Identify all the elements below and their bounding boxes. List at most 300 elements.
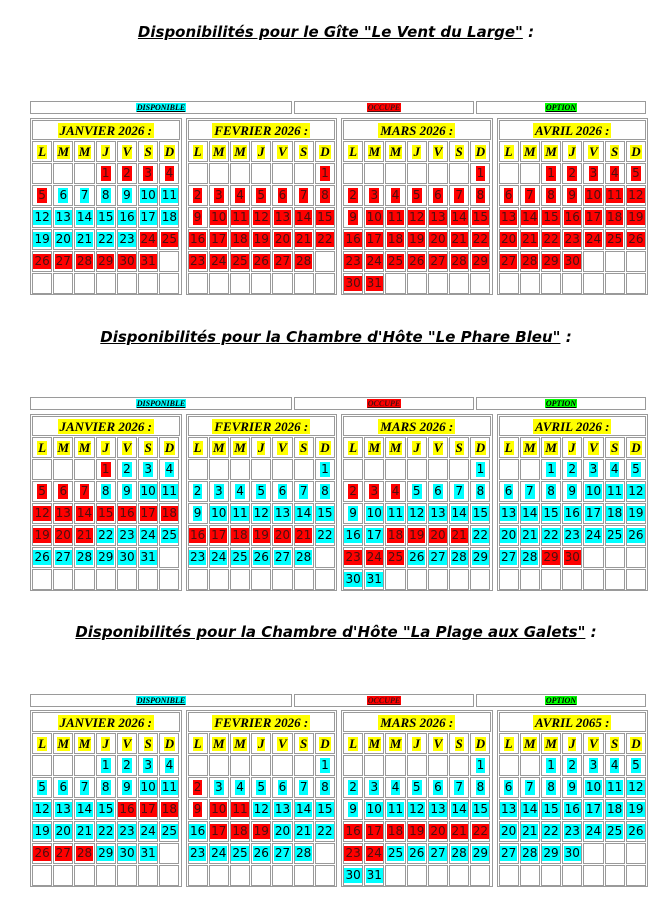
day-cell-occupied: [541, 163, 561, 184]
day-cell-occupied: [364, 547, 384, 568]
day-cell-occupied: [188, 777, 208, 798]
day-number: 24: [140, 528, 156, 542]
day-grid: [188, 733, 336, 886]
day-cell-available: [343, 525, 363, 546]
day-cell-empty: [209, 755, 229, 776]
day-cell-empty: [364, 755, 384, 776]
day-cell-occupied: [188, 185, 208, 206]
weekday-header: [470, 141, 490, 162]
day-cell-available: [32, 229, 52, 250]
weekday-label: S: [611, 143, 619, 159]
day-number: 25: [161, 528, 178, 542]
day-number: 20: [500, 824, 517, 838]
day-cell-occupied: [53, 503, 73, 524]
day-cell-empty: [428, 755, 448, 776]
day-cell-available: [562, 777, 582, 798]
day-cell-occupied: [428, 525, 448, 546]
day-cell-available: [117, 547, 137, 568]
day-number: 3: [589, 462, 598, 476]
section-title: [0, 22, 672, 42]
weekday-label: L: [193, 735, 202, 751]
day-cell-available: [138, 525, 158, 546]
day-cell-available: [96, 821, 116, 842]
day-cell-empty: [230, 459, 250, 480]
day-number: 28: [451, 254, 467, 268]
day-number: 17: [585, 210, 602, 224]
day-number: 20: [500, 232, 517, 246]
weekday-label: V: [433, 735, 443, 751]
day-cell-empty: [188, 459, 208, 480]
day-cell-available: [315, 459, 335, 480]
weekday-header: [74, 141, 94, 162]
day-cell-empty: [251, 459, 271, 480]
day-cell-occupied: [209, 185, 229, 206]
day-cell-occupied: [343, 481, 363, 502]
day-cell-available: [449, 799, 469, 820]
day-cell-available: [605, 799, 625, 820]
day-cell-occupied: [272, 207, 292, 228]
day-cell-empty: [159, 843, 179, 864]
month-label: AVRIL 2026 :: [535, 418, 610, 434]
day-cell-occupied: [343, 207, 363, 228]
day-cell-available: [138, 755, 158, 776]
day-number: 31: [140, 550, 156, 564]
weekday-label: M: [545, 735, 557, 751]
day-number: 4: [610, 166, 619, 180]
weekday-label: M: [389, 439, 402, 455]
day-number: 8: [476, 188, 485, 202]
day-cell-occupied: [520, 207, 540, 228]
day-cell-empty: [520, 755, 540, 776]
day-cell-occupied: [449, 207, 469, 228]
day-cell-available: [520, 481, 540, 502]
month-march: [341, 118, 493, 295]
day-cell-available: [96, 547, 116, 568]
day-cell-available: [53, 207, 73, 228]
day-number: 3: [214, 188, 223, 202]
day-cell-occupied: [385, 251, 405, 272]
day-number: 1: [101, 166, 110, 180]
day-number: 4: [236, 188, 244, 202]
day-number: 11: [607, 188, 623, 202]
day-cell-available: [520, 799, 540, 820]
day-number: 16: [564, 802, 580, 816]
day-cell-occupied: [364, 821, 384, 842]
legend-occupied: [294, 694, 474, 707]
day-number: 4: [391, 188, 400, 202]
day-number: 9: [193, 802, 202, 816]
day-cell-available: [626, 821, 646, 842]
day-grid: [499, 141, 647, 294]
day-cell-empty: [138, 569, 158, 590]
day-cell-available: [541, 481, 561, 502]
day-cell-empty: [626, 843, 646, 864]
month-february: [186, 710, 338, 887]
day-number: 28: [76, 254, 93, 268]
day-cell-available: [541, 843, 561, 864]
weekday-header: [159, 141, 179, 162]
day-cell-available: [53, 777, 73, 798]
day-number: 20: [500, 528, 517, 542]
day-number: 27: [430, 550, 446, 564]
day-number: 4: [165, 462, 174, 476]
day-cell-occupied: [407, 525, 427, 546]
day-number: 30: [345, 572, 361, 586]
day-number: 7: [299, 780, 308, 794]
day-number: 2: [123, 462, 131, 476]
day-number: 12: [34, 802, 50, 816]
weekday-label: L: [193, 143, 202, 159]
weekday-header: [188, 141, 208, 162]
day-cell-empty: [251, 865, 271, 886]
day-cell-occupied: [230, 185, 250, 206]
weekday-label: J: [568, 439, 576, 455]
day-cell-occupied: [230, 207, 250, 228]
day-cell-occupied: [117, 251, 137, 272]
weekday-header: [74, 437, 94, 458]
day-number: 13: [274, 210, 291, 224]
day-cell-empty: [188, 755, 208, 776]
day-cell-empty: [626, 273, 646, 294]
day-number: 13: [500, 802, 517, 816]
day-number: 26: [253, 846, 269, 860]
weekday-label: L: [349, 143, 358, 159]
day-number: 3: [589, 758, 598, 772]
month-label: FEVRIER 2026 :: [214, 714, 309, 730]
weekday-label: D: [631, 735, 641, 751]
weekday-label: J: [413, 735, 420, 751]
day-number: 18: [607, 210, 623, 224]
day-number: 24: [366, 254, 382, 268]
weekday-label: S: [455, 735, 463, 751]
weekday-header: [159, 733, 179, 754]
month-header: [32, 712, 180, 732]
weekday-label: D: [320, 143, 330, 159]
day-cell-available: [428, 777, 448, 798]
day-number: 17: [140, 802, 156, 816]
day-cell-occupied: [583, 207, 603, 228]
day-cell-occupied: [159, 163, 179, 184]
day-cell-available: [364, 777, 384, 798]
day-cell-occupied: [605, 185, 625, 206]
day-cell-occupied: [188, 229, 208, 250]
day-cell-empty: [294, 459, 314, 480]
day-cell-empty: [315, 251, 335, 272]
day-cell-available: [470, 799, 490, 820]
day-cell-empty: [315, 273, 335, 294]
day-cell-occupied: [541, 251, 561, 272]
day-cell-available: [562, 755, 582, 776]
day-cell-available: [230, 547, 250, 568]
day-cell-empty: [626, 865, 646, 886]
day-grid: [188, 437, 336, 590]
day-number: 3: [144, 462, 152, 476]
day-cell-empty: [605, 547, 625, 568]
day-number: 20: [430, 528, 446, 542]
day-number: 5: [257, 484, 266, 498]
day-number: 8: [547, 484, 555, 498]
day-cell-available: [53, 547, 73, 568]
day-cell-available: [138, 481, 158, 502]
day-cell-empty: [53, 459, 73, 480]
weekday-label: V: [589, 439, 598, 455]
day-cell-occupied: [272, 525, 292, 546]
weekday-label: M: [368, 143, 381, 159]
day-cell-occupied: [407, 821, 427, 842]
day-cell-available: [407, 799, 427, 820]
day-cell-occupied: [53, 481, 73, 502]
day-cell-available: [251, 799, 271, 820]
weekday-header: [499, 437, 519, 458]
weekday-label: M: [234, 143, 246, 159]
day-number: 1: [476, 758, 485, 772]
day-number: 14: [296, 210, 312, 224]
weekday-header: [74, 733, 94, 754]
weekday-header: [251, 141, 271, 162]
day-cell-empty: [294, 865, 314, 886]
day-cell-occupied: [470, 251, 490, 272]
day-cell-occupied: [138, 163, 158, 184]
day-cell-available: [294, 777, 314, 798]
day-cell-available: [407, 843, 427, 864]
weekday-label: J: [568, 143, 576, 159]
day-cell-empty: [562, 865, 582, 886]
day-number: 25: [232, 254, 248, 268]
weekday-header: [562, 733, 582, 754]
day-cell-occupied: [272, 251, 292, 272]
weekday-label: M: [78, 439, 91, 455]
day-number: 12: [409, 210, 425, 224]
day-cell-available: [449, 843, 469, 864]
day-number: 15: [98, 506, 114, 520]
day-cell-occupied: [385, 207, 405, 228]
day-number: 29: [472, 550, 489, 564]
day-number: 28: [76, 550, 93, 564]
day-number: 21: [76, 824, 93, 838]
day-number: 30: [345, 868, 361, 882]
day-cell-available: [343, 503, 363, 524]
day-cell-available: [499, 799, 519, 820]
weekday-header: [499, 733, 519, 754]
day-cell-available: [470, 481, 490, 502]
day-cell-occupied: [96, 503, 116, 524]
day-cell-available: [117, 185, 137, 206]
day-number: 19: [628, 802, 644, 816]
weekday-label: J: [257, 143, 265, 159]
day-number: 10: [366, 506, 382, 520]
weekday-header: [583, 437, 603, 458]
day-cell-empty: [32, 273, 52, 294]
day-cell-empty: [209, 569, 229, 590]
weekday-label: V: [278, 735, 287, 751]
day-number: 20: [430, 232, 446, 246]
day-number: 25: [607, 824, 623, 838]
day-number: 17: [140, 506, 156, 520]
day-number: 12: [628, 780, 644, 794]
day-number: 15: [317, 210, 333, 224]
day-cell-empty: [188, 865, 208, 886]
day-number: 13: [500, 210, 517, 224]
day-cell-occupied: [520, 185, 540, 206]
day-number: 29: [543, 846, 559, 860]
day-cell-available: [343, 569, 363, 590]
day-cell-available: [499, 503, 519, 524]
day-number: 5: [412, 780, 421, 794]
day-cell-empty: [343, 459, 363, 480]
day-number: 5: [412, 188, 421, 202]
day-number: 13: [55, 802, 71, 816]
day-number: 10: [585, 188, 602, 202]
day-number: 23: [189, 550, 206, 564]
weekday-label: S: [144, 143, 152, 159]
day-cell-available: [96, 207, 116, 228]
day-cell-occupied: [32, 185, 52, 206]
weekday-label: D: [475, 735, 486, 751]
day-number: 1: [321, 166, 329, 180]
day-cell-available: [470, 755, 490, 776]
day-grid: [343, 141, 491, 294]
day-number: 3: [144, 758, 152, 772]
day-cell-available: [272, 481, 292, 502]
day-number: 12: [409, 506, 425, 520]
day-cell-empty: [385, 569, 405, 590]
month-january: [30, 710, 182, 887]
day-cell-occupied: [209, 251, 229, 272]
day-cell-occupied: [117, 163, 137, 184]
day-number: 18: [387, 232, 404, 246]
day-cell-occupied: [541, 207, 561, 228]
day-number: 12: [253, 210, 269, 224]
weekday-header: [449, 733, 469, 754]
weekday-header: [449, 141, 469, 162]
weekday-label: V: [589, 143, 598, 159]
weekday-header: [315, 141, 335, 162]
weekday-label: S: [455, 143, 463, 159]
day-cell-empty: [583, 251, 603, 272]
day-cell-empty: [605, 273, 625, 294]
day-cell-occupied: [449, 185, 469, 206]
month-header: [32, 120, 180, 140]
day-cell-available: [520, 843, 540, 864]
day-cell-available: [209, 777, 229, 798]
day-cell-occupied: [251, 229, 271, 250]
day-number: 15: [543, 506, 559, 520]
weekday-header: [407, 437, 427, 458]
day-number: 18: [161, 802, 178, 816]
day-cell-available: [364, 569, 384, 590]
weekday-header: [605, 437, 625, 458]
weekday-label: S: [455, 439, 463, 455]
day-cell-occupied: [209, 207, 229, 228]
day-number: 17: [211, 824, 227, 838]
day-number: 29: [543, 550, 559, 564]
section-title-text: Disponibilités pour la Chambre d'Hôte "La Plage aux Galets": [75, 623, 586, 641]
day-number: 19: [409, 232, 425, 246]
day-cell-empty: [499, 865, 519, 886]
day-cell-available: [230, 481, 250, 502]
day-cell-available: [138, 459, 158, 480]
day-number: 6: [504, 484, 513, 498]
day-number: 5: [632, 462, 640, 476]
day-cell-available: [583, 481, 603, 502]
weekday-label: S: [144, 735, 152, 751]
day-cell-empty: [138, 273, 158, 294]
day-cell-available: [96, 843, 116, 864]
day-cell-empty: [159, 865, 179, 886]
day-cell-available: [499, 777, 519, 798]
weekday-label: L: [504, 735, 513, 751]
day-number: 16: [345, 232, 361, 246]
day-cell-empty: [230, 755, 250, 776]
day-cell-empty: [74, 459, 94, 480]
day-number: 4: [610, 758, 619, 772]
day-number: 18: [607, 802, 623, 816]
day-number: 25: [161, 232, 178, 246]
day-cell-occupied: [407, 185, 427, 206]
day-number: 5: [38, 780, 46, 794]
weekday-header: [562, 141, 582, 162]
day-cell-empty: [251, 755, 271, 776]
day-cell-empty: [315, 843, 335, 864]
day-number: 15: [543, 802, 559, 816]
day-cell-occupied: [230, 229, 250, 250]
day-cell-occupied: [315, 207, 335, 228]
day-cell-empty: [562, 273, 582, 294]
day-cell-empty: [583, 865, 603, 886]
day-cell-occupied: [470, 207, 490, 228]
day-number: 20: [55, 824, 71, 838]
day-cell-available: [428, 503, 448, 524]
day-number: 21: [76, 232, 93, 246]
day-cell-available: [117, 525, 137, 546]
month-header: [188, 416, 336, 436]
day-cell-occupied: [385, 525, 405, 546]
day-cell-available: [562, 459, 582, 480]
day-cell-occupied: [562, 251, 582, 272]
day-cell-available: [117, 843, 137, 864]
weekday-label: J: [257, 439, 265, 455]
day-number: 13: [430, 210, 446, 224]
day-cell-available: [583, 821, 603, 842]
day-cell-available: [605, 459, 625, 480]
day-cell-available: [188, 821, 208, 842]
day-cell-available: [32, 799, 52, 820]
weekday-label: M: [57, 735, 70, 751]
month-header: [343, 120, 491, 140]
weekday-header: [117, 733, 137, 754]
day-cell-occupied: [499, 229, 519, 250]
day-number: 30: [119, 846, 135, 860]
day-number: 14: [451, 210, 467, 224]
day-cell-empty: [605, 843, 625, 864]
day-number: 29: [98, 550, 114, 564]
legend-available-label: DISPONIBLE: [136, 696, 186, 705]
day-number: 23: [564, 232, 580, 246]
day-cell-occupied: [230, 799, 250, 820]
weekday-label: M: [213, 735, 225, 751]
day-number: 29: [98, 254, 114, 268]
day-cell-empty: [449, 459, 469, 480]
day-number: 28: [296, 254, 312, 268]
day-number: 2: [568, 166, 577, 180]
day-cell-occupied: [562, 207, 582, 228]
day-cell-empty: [159, 547, 179, 568]
day-number: 6: [278, 188, 287, 202]
day-cell-empty: [583, 843, 603, 864]
day-cell-available: [520, 503, 540, 524]
weekday-header: [138, 437, 158, 458]
day-cell-empty: [385, 755, 405, 776]
